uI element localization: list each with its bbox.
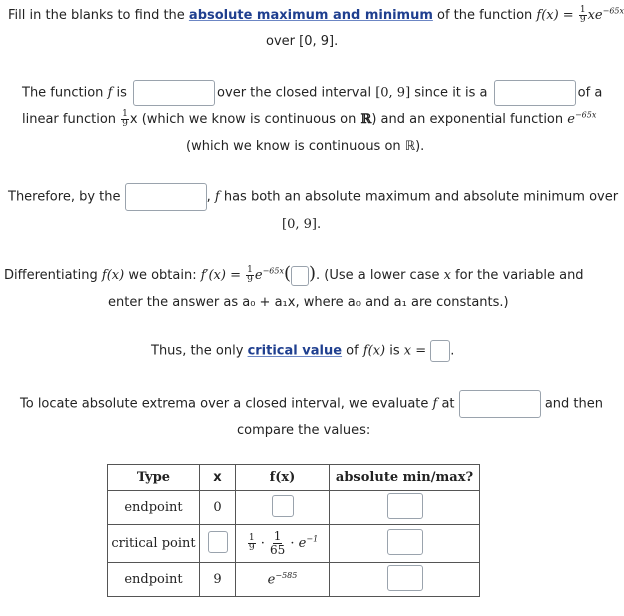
row-type: endpoint [108, 563, 200, 597]
critical-value-input[interactable] [430, 340, 450, 362]
para5-line-2: compare the values: [237, 423, 371, 438]
intro-line-2: over [0, 9]. [266, 34, 339, 49]
para3-line-1: Differentiating f(x) we obtain: f′(x) = $\frac{1}{9}$ $e^{-65x}$( ). (Use a lower case x for the variable and [4, 263, 584, 285]
function-exponent: −65x [602, 6, 624, 16]
critical-value-link[interactable]: critical value [247, 343, 343, 359]
theorem-input[interactable] [125, 183, 207, 211]
table-row [108, 491, 480, 525]
para1-line-2: linear function $\frac{1}{9}$ x (which we know is continuous on ℝ) and an exponential function $e^{-65x}$ [22, 109, 597, 129]
header-x: x [200, 465, 236, 491]
intro-text: Fill in the blanks to find the [8, 8, 189, 23]
table-row [108, 563, 480, 597]
fx-endpoint0-input[interactable] [272, 495, 294, 517]
header-type: Type [108, 465, 200, 491]
derivative-input[interactable] [291, 266, 309, 286]
fx-critical-value: $\frac{1}{9}$ · $\frac{1}{65}$ · $e^{-1}$ [236, 525, 330, 563]
para1-line-1: The function f is over the closed interval [0, 9] since it is a of a [22, 80, 602, 106]
absolute-max-min-link[interactable]: absolute maximum and minimum [188, 8, 433, 23]
intro-text-mid: of the function [432, 8, 537, 23]
header-min-max: absolute min/max? [330, 465, 480, 491]
header-fx: f(x) [236, 465, 330, 491]
function-rhs: xe [587, 8, 603, 23]
row-x: 0 [200, 491, 236, 525]
continuity-input[interactable] [133, 80, 215, 106]
evaluate-points-input[interactable] [459, 390, 541, 418]
para5-line-1: To locate absolute extrema over a closed interval, we evaluate f at and then [20, 390, 603, 418]
composition-input[interactable] [494, 80, 576, 106]
extrema-table [107, 464, 480, 597]
row-type: endpoint [108, 491, 200, 525]
minmax-endpoint0-input[interactable] [387, 493, 423, 519]
x-critical-input[interactable] [208, 531, 228, 553]
table-row [108, 525, 480, 563]
fraction-one-ninth: $\frac{1}{9}$ [579, 5, 586, 25]
minmax-endpoint9-input[interactable] [387, 565, 423, 591]
row-x: 9 [200, 563, 236, 597]
minmax-critical-input[interactable] [387, 529, 423, 555]
para3-line-2: enter the answer as a₀ + a₁x, where a₀ and a₁ are constants.) [108, 295, 509, 310]
fx-endpoint9-value: $e^{-585}$ [236, 563, 330, 597]
para2-line-1: Therefore, by the , f has both an absolute maximum and absolute minimum over [8, 183, 618, 211]
function-lhs: f(x) = [536, 8, 578, 23]
para2-line-2: [0, 9]. [282, 217, 322, 232]
para4-line: Thus, the only critical value of f(x) is x = . [151, 340, 454, 362]
intro-line-1 [8, 6, 624, 25]
row-type: critical point [108, 525, 200, 563]
para1-line-3: (which we know is continuous on ℝ). [186, 139, 425, 154]
